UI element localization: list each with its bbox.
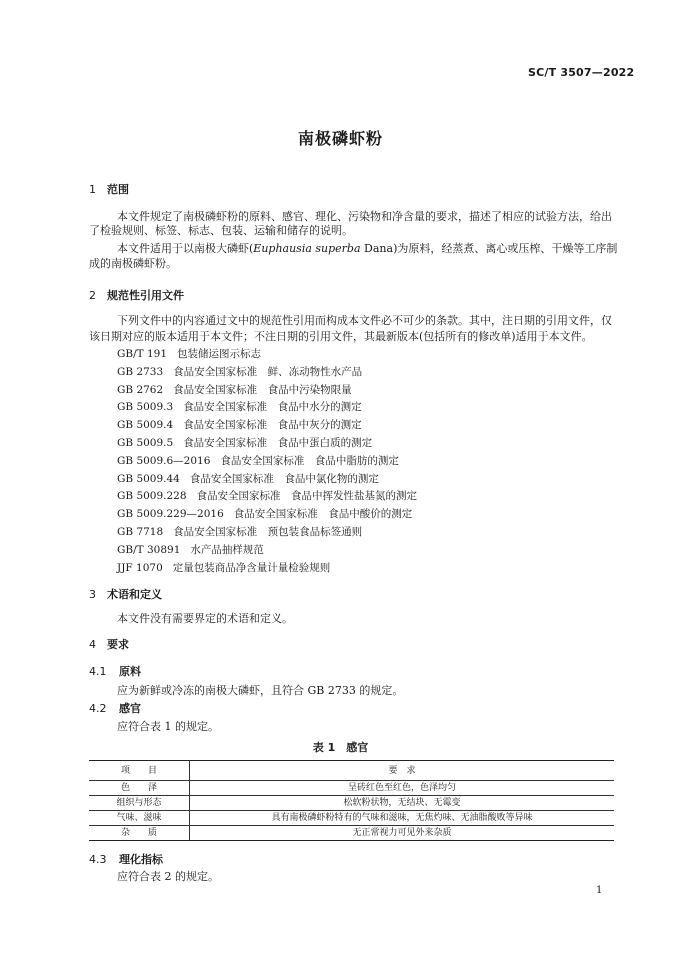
reference-item [117, 346, 261, 361]
reference-title: 定量包装商品净含量计量检验规则 [172, 561, 331, 574]
table-cell-item: 组织与形态 [89, 796, 190, 811]
reference-title: 食品安全国家标准 食品中酸价的测定 [233, 508, 413, 521]
section-title: 规范性引用文件 [107, 289, 184, 302]
reference-item [117, 399, 362, 414]
table-cell-requirement: 具有南极磷虾粉特有的气味和滋味，无焦灼味、无油脂酸败等异味 [190, 811, 615, 826]
scope-paragraph-1-line-2: 了检验规则、标签、标志、包装、运输和储存的说明。 [89, 224, 353, 237]
terms-paragraph: 本文件没有需要界定的术语和定义。 [117, 612, 293, 625]
table-cell-item: 色 泽 [89, 781, 190, 796]
sensory-paragraph: 应符合表 1 的规定。 [117, 720, 219, 733]
table-header-row [89, 761, 614, 781]
table-cell-requirement: 无正常视力可见外来杂质 [190, 826, 615, 841]
section-3-heading [89, 586, 162, 602]
table-cell-item: 杂 质 [89, 826, 190, 841]
section-1-heading [89, 181, 129, 197]
reference-code: GB 2762 [117, 383, 164, 396]
reference-code: GB 5009.5 [117, 437, 174, 449]
section-number: 4.1 [89, 665, 107, 678]
page-number: 1 [596, 885, 603, 896]
reference-item [117, 506, 412, 521]
table-header-cell: 项 目 [89, 761, 190, 781]
section-title: 术语和定义 [107, 588, 162, 601]
reference-title: 食品安全国家标准 食品中脂肪的测定 [220, 454, 399, 467]
section-number: 1 [89, 183, 96, 196]
reference-code: GB/T 191 [117, 348, 168, 360]
table-row [89, 796, 614, 811]
section-number: 4.2 [89, 702, 107, 715]
reference-title: 水产品抽样规范 [190, 543, 264, 556]
table-cell-requirement: 呈砖红色至红色，色泽均匀 [190, 781, 615, 796]
reference-item [117, 542, 264, 557]
reference-item [117, 453, 399, 468]
table-1-caption: 表 1 感官 [312, 741, 369, 754]
reference-code: GB 5009.3 [117, 401, 174, 414]
reference-code: JJF 1070 [117, 561, 163, 574]
reference-code: GB 5009.6—2016 [117, 454, 211, 467]
reference-title: 食品安全国家标准 食品中污染物限量 [173, 383, 352, 396]
section-title: 原料 [119, 665, 141, 678]
table-row [89, 826, 614, 841]
raw-material-paragraph: 应为新鲜或冷冻的南极大磷虾，且符合 GB 2733 的规定。 [117, 684, 404, 697]
scope-paragraph-2-line-1: 本文件适用于以南极大磷虾(Euphausia superba Dana)为原料，经蒸煮、离心或压榨、干燥等工序制 [117, 242, 618, 255]
reference-title: 食品安全国家标准 预包装食品标签通则 [173, 526, 363, 538]
scope-paragraph-2-line-2: 成的南极磷虾粉。 [89, 257, 177, 270]
section-2-heading [89, 287, 184, 303]
section-title: 范围 [107, 183, 129, 196]
section-title: 要求 [107, 638, 129, 651]
reference-title: 食品安全国家标准 食品中蛋白质的测定 [183, 437, 373, 449]
references-intro-line-1: 下列文件中的内容通过文中的规范性引用而构成本文件必不可少的条款。其中，注日期的引用文件，仅 [117, 314, 612, 327]
table-cell-item: 气味、滋味 [89, 811, 190, 826]
reference-code: GB 5009.229—2016 [117, 508, 224, 521]
reference-title: 食品安全国家标准 食品中灰分的测定 [183, 419, 362, 432]
reference-item [117, 382, 352, 397]
reference-item [117, 471, 379, 486]
physchem-paragraph: 应符合表 2 的规定。 [117, 870, 219, 883]
section-number: 3 [89, 588, 96, 601]
reference-code: GB 2733 [117, 365, 164, 378]
table-row [89, 811, 614, 826]
reference-item [117, 488, 417, 503]
reference-title: 食品安全国家标准 食品中水分的测定 [183, 401, 362, 414]
section-4-3-heading [89, 851, 163, 867]
reference-code: GB 7718 [117, 526, 164, 538]
reference-code: GB/T 30891 [117, 543, 181, 556]
section-4-1-heading [89, 663, 141, 679]
reference-item [117, 435, 372, 450]
reference-item [117, 560, 330, 575]
scope-paragraph-1-line-1: 本文件规定了南极磷虾粉的原料、感官、理化、污染物和净含量的要求，描述了相应的试验方法，给出 [117, 210, 612, 223]
reference-item [117, 524, 362, 539]
reference-title: 食品安全国家标准 鲜、冻动物性水产品 [173, 365, 363, 378]
latin-species-name: Euphausia superba [253, 242, 361, 255]
table-cell-requirement: 松软粉状物，无结块、无霉变 [190, 796, 615, 811]
document-title: 南极磷虾粉 [297, 129, 383, 148]
section-number: 2 [89, 289, 96, 302]
sensory-table [89, 760, 614, 841]
table-row [89, 781, 614, 796]
section-title: 感官 [119, 702, 141, 715]
section-4-heading [89, 636, 129, 652]
reference-item [117, 364, 362, 379]
reference-code: GB 5009.228 [117, 490, 187, 503]
reference-title: 包装储运图示标志 [177, 348, 262, 360]
references-intro-line-2: 该日期对应的版本适用于本文件；不注日期的引用文件，其最新版本(包括所有的修改单)适用于本文件。 [89, 330, 593, 343]
section-number: 4.3 [89, 853, 107, 866]
reference-code: GB 5009.4 [117, 419, 174, 432]
reference-item [117, 417, 362, 432]
reference-title: 食品安全国家标准 食品中氯化物的测定 [189, 472, 379, 485]
section-title: 理化指标 [119, 853, 163, 866]
reference-code: GB 5009.44 [117, 472, 180, 485]
section-4-2-heading [89, 700, 141, 716]
standard-number: SC/T 3507—2022 [528, 66, 635, 79]
reference-title: 食品安全国家标准 食品中挥发性盐基氮的测定 [196, 490, 418, 503]
section-number: 4 [89, 638, 96, 651]
table-header-cell: 要 求 [190, 761, 615, 781]
